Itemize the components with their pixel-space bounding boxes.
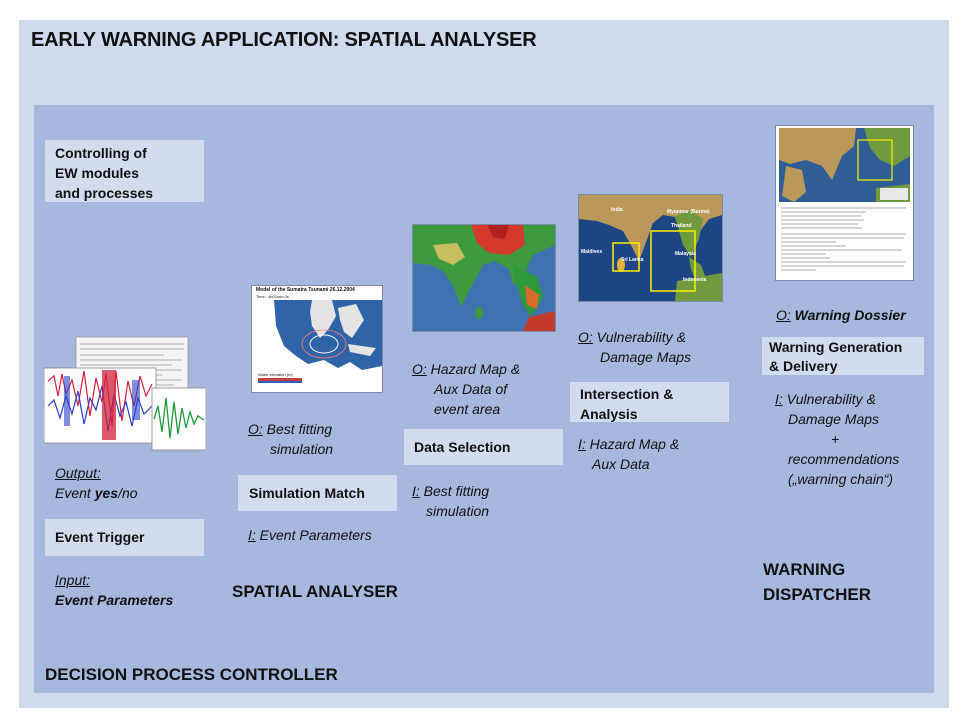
warning-input [775, 389, 899, 489]
warning-input-line3: + [831, 431, 840, 447]
data-selection-output [412, 359, 520, 419]
warning-input-line1: Vulnerability & [786, 391, 876, 407]
data-selection-input-line2: simulation [426, 503, 490, 519]
event-trigger-box: Event Trigger [45, 519, 204, 556]
simulation-input-prefix: I: [248, 527, 256, 543]
intersection-output-prefix: O: [578, 329, 593, 345]
warning-input-prefix: I: [775, 391, 783, 407]
page-title: EARLY WARNING APPLICATION: SPATIAL ANALYSER [31, 29, 537, 51]
tsunami-map-time: Time : 4h01min 0s [256, 294, 289, 299]
tsunami-simulation-map [251, 285, 383, 393]
warning-input-line4: recommendations [788, 451, 900, 467]
controller-output-bold: yes [94, 485, 119, 501]
simulation-match-box: Simulation Match [238, 475, 397, 511]
data-selection-output-prefix: O: [412, 361, 427, 377]
warning-dispatcher-label [763, 557, 871, 607]
controller-input-text: Event Parameters [55, 592, 174, 608]
map-label-india: India [611, 207, 623, 213]
vulnerability-map [578, 194, 723, 302]
simulation-input-text: Event Parameters [259, 527, 372, 543]
simulation-output-line1: Best fitting [266, 421, 333, 437]
spatial-analyser-label: SPATIAL ANALYSER [232, 582, 398, 601]
warning-generation-box [762, 337, 924, 375]
warning-box-line1: Warning Generation [769, 339, 903, 355]
map-label-sri-lanka: Sri Lanka [621, 257, 644, 263]
hazard-map [412, 224, 556, 332]
controlling-box-line1: Controlling of [55, 145, 147, 161]
controller-output-text: Event [55, 485, 95, 501]
controller-output [55, 463, 138, 503]
controlling-box [45, 140, 204, 202]
data-selection-output-line1: Hazard Map & [430, 361, 521, 377]
controller-output-value [55, 483, 138, 503]
warning-input-line5: („warning chain“) [788, 471, 894, 487]
intersection-input [578, 434, 679, 474]
intersection-output-line1: Vulnerability & [596, 329, 686, 345]
map-label-myanmar: Myanmar (Burma) [667, 209, 710, 215]
warning-dispatcher-label-line1: WARNING [763, 560, 846, 579]
data-selection-output-line3: event area [434, 401, 501, 417]
map-label-thailand: Thailand [671, 223, 692, 229]
tsunami-map-legend: Water elevation (m) [258, 372, 293, 377]
warning-output-prefix: O: [776, 307, 791, 323]
data-selection-input-prefix: I: [412, 483, 420, 499]
simulation-input [248, 525, 372, 545]
warning-input-line2: Damage Maps [788, 411, 880, 427]
decision-process-controller-label: DECISION PROCESS CONTROLLER [45, 665, 338, 684]
tsunami-map-title: Model of the Sumatra Tsunami 26.12.2004 [256, 287, 355, 293]
intersection-output-line2: Damage Maps [600, 349, 692, 365]
simulation-output-line2: simulation [270, 441, 334, 457]
data-selection-box: Data Selection [404, 429, 563, 465]
intersection-input-line1: Hazard Map & [589, 436, 680, 452]
warning-dossier-document [775, 125, 914, 281]
data-selection-input-line1: Best fitting [423, 483, 490, 499]
controlling-box-line3: and processes [55, 185, 154, 201]
intersection-box-line1: Intersection & [580, 386, 674, 402]
seismogram-collage [44, 336, 206, 456]
warning-box-line2: & Delivery [769, 358, 838, 374]
intersection-output [578, 327, 691, 367]
warning-dispatcher-label-line2: DISPATCHER [763, 585, 871, 604]
map-label-indonesia: Indonesia [683, 277, 707, 283]
intersection-analysis-box [570, 382, 729, 422]
controller-output-suffix: /no [118, 485, 138, 501]
intersection-box-line2: Analysis [580, 406, 638, 422]
intersection-input-line2: Aux Data [592, 456, 650, 472]
warning-output [776, 305, 906, 325]
controller-input [55, 570, 173, 610]
warning-output-text: Warning Dossier [794, 307, 906, 323]
map-label-maldives: Maldives [581, 249, 603, 255]
data-selection-input [412, 481, 489, 521]
data-selection-output-line2: Aux Data of [434, 381, 508, 397]
controller-output-prefix: Output: [55, 465, 101, 481]
intersection-input-prefix: I: [578, 436, 586, 452]
controller-input-prefix: Input: [55, 572, 91, 588]
controlling-box-line2: EW modules [55, 165, 140, 181]
simulation-output-prefix: O: [248, 421, 263, 437]
simulation-output [248, 419, 333, 459]
map-label-malaysia: Malaysia [675, 251, 696, 257]
